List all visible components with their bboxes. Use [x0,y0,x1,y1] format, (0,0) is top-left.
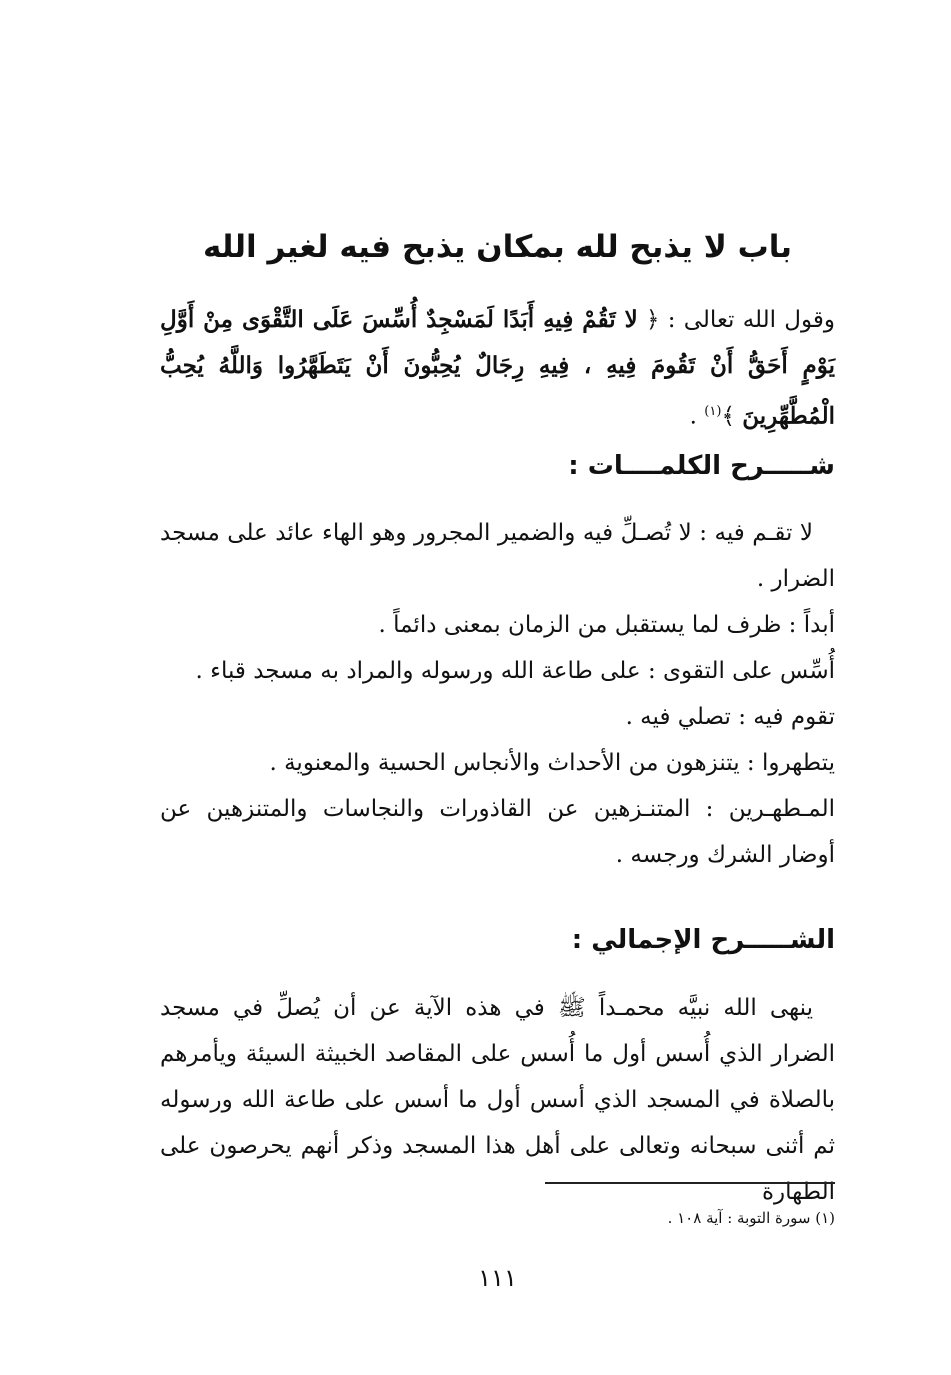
glossary-entry: لا تقـم فيه : لا تُصـلِّ فيه والضمير المجرور وهو الهاء عائد على مسجد الضرار . [160,520,835,592]
verse-close-bracket: ﴾ [721,403,735,430]
glossary-entry: تقوم فيه : تصلي فيه . [625,704,835,730]
general-explanation-paragraph: ينهى الله نبيَّه محمـداً ﷺ في هذه الآية عن أن يُصلِّ في مسجد الضرار الذي أُسس أول ما أُسس على المقاصد الخبيثة السيئة ويأمرهم بالصلاة في المسجد الذي أسس أول ما أسس على طاعة الله ورسوله ثم أثنى سبحانه وتعالى على أهل هذا المسجد وذكر أنهم يحرصون على الطهارة [160,995,835,1205]
section-heading-general-explanation: الشـــــرح الإجمالي : [571,925,835,955]
glossary-entry: المـطهـرين : المتنـزهين عن القاذورات والنجاسات والمتنزهين عن أوضار الشرك ورجسه . [160,796,835,868]
section-heading-word-explanations: شـــــرح الكلمــــات : [568,451,835,481]
verse-intro: وقول الله تعالى : [659,307,835,333]
verse-end: . [689,403,705,430]
verse-paragraph [160,297,835,440]
glossary-entry: يتطهروا : يتنزهون من الأحداث والأنجاس الحسية والمعنوية . [269,750,835,776]
glossary-entry: أبداً : ظرف لما يستقبل من الزمان بمعنى دائماً . [378,612,835,638]
chapter-title: باب لا يذبح لله بمكان يذبح فيه لغير الله [202,229,793,265]
page-number: ١١١ [478,1264,517,1292]
verse-open-bracket: ﴿ [646,307,660,333]
footnote-divider [545,1182,835,1184]
footnote: (١) سورة التوبة : آية ١٠٨ . [667,1209,835,1227]
glossary-entry: أُسِّس على التقوى : على طاعة الله ورسوله والمراد به مسجد قباء . [195,658,835,684]
glossary-list [160,510,835,878]
verse-text: لا تَقُمْ فِيهِ أَبَدًا لَمَسْجِدٌ أُسِّسَ عَلَى التَّقْوَى مِنْ أَوَّلِ يَوْمٍ أَحَقُّ أَنْ تَقُومَ فِيهِ ، فِيهِ رِجَالٌ يُحِبُّونَ أَنْ يَتَطَهَّرُوا وَاللَّهُ يُحِبُّ الْمُطَّهِّرِينَ [160,306,835,430]
footnote-reference: (١) [704,404,722,419]
